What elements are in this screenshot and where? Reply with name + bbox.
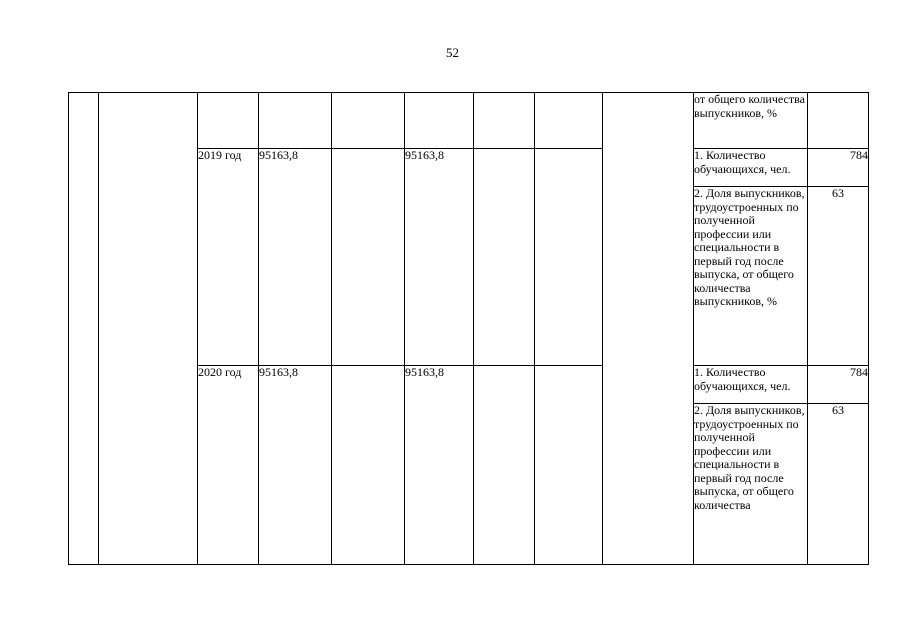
cell-col4 <box>474 93 535 149</box>
cell-executor <box>603 93 694 565</box>
page-number: 52 <box>446 45 459 60</box>
cell-total: 95163,8 <box>259 366 332 565</box>
indicator-value <box>808 93 869 149</box>
program-table <box>68 92 869 565</box>
table-row <box>69 93 869 149</box>
cell-total <box>259 93 332 149</box>
cell-col5 <box>535 366 603 565</box>
indicator-value: 63 <box>808 404 869 565</box>
cell-col5 <box>535 93 603 149</box>
indicator-name: 1. Количество обучающихся, чел. <box>694 366 808 404</box>
indicator-name-text: от общего количества выпускников, % <box>694 92 805 120</box>
indicator-name <box>694 93 808 149</box>
cell-total: 95163,8 <box>259 149 332 366</box>
cell-year <box>198 93 259 149</box>
cell-col4 <box>474 366 535 565</box>
cell-name <box>99 93 198 565</box>
indicator-name: 1. Количество обучающихся, чел. <box>694 149 808 187</box>
cell-col3: 95163,8 <box>405 149 474 366</box>
indicator-name <box>694 404 808 565</box>
cell-number <box>69 93 99 565</box>
cell-col2 <box>332 366 405 565</box>
cell-col3 <box>405 93 474 149</box>
cell-col2 <box>332 149 405 366</box>
cell-col3: 95163,8 <box>405 366 474 565</box>
indicator-value: 63 <box>808 187 869 366</box>
cell-col2 <box>332 93 405 149</box>
cell-col4 <box>474 149 535 366</box>
cell-year: 2019 год <box>198 149 259 366</box>
indicator-value: 784 <box>808 366 869 404</box>
cell-year: 2020 год <box>198 366 259 565</box>
indicator-name-text: 2. Доля выпускников, трудоустроенных по полученной профессии или специальности в первый год после выпуска, от общего количества <box>694 404 805 512</box>
indicator-name: 2. Доля выпускников, трудоустроенных по полученной профессии или специальности в первый год после выпуска, от общего количества выпускников, % <box>694 187 808 366</box>
cell-col5 <box>535 149 603 366</box>
indicator-value: 784 <box>808 149 869 187</box>
